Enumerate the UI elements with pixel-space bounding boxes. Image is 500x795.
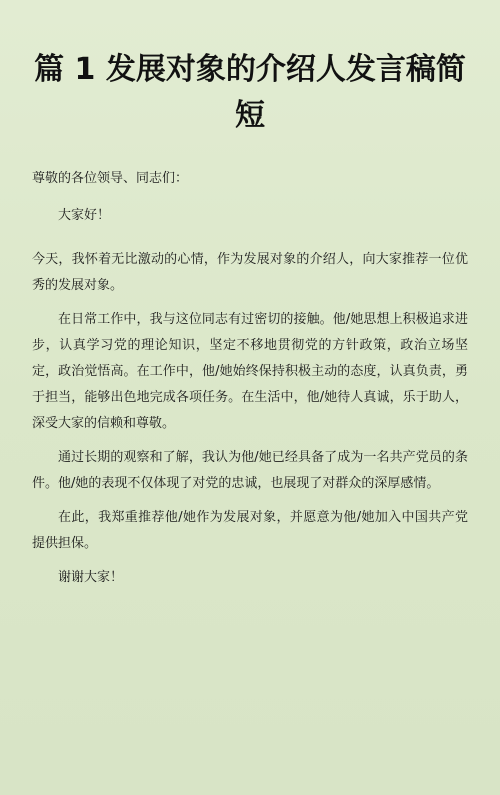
- salutation: 尊敬的各位领导、同志们：: [32, 171, 189, 186]
- greeting: 大家好！: [58, 208, 111, 223]
- document-title: 篇 1 发展对象的介绍人发言稿简短: [34, 52, 466, 133]
- paragraph-recommendation: 在此，我郑重推荐他/她作为发展对象，并愿意为他/她加入中国共产党提供担保。: [32, 510, 468, 551]
- closing: 谢谢大家！: [58, 570, 124, 585]
- paragraph-intro: 今天，我怀着无比激动的心情，作为发展对象的介绍人，向大家推荐一位优秀的发展对象。: [32, 252, 468, 293]
- paragraph-observation: 通过长期的观察和了解，我认为他/她已经具备了成为一名共产党员的条件。他/她的表现不仅体现了对党的忠诚，也展现了对群众的深厚感情。: [32, 450, 468, 491]
- paragraph-work: 在日常工作中，我与这位同志有过密切的接触。他/她思想上积极追求进步，认真学习党的理论知识，坚定不移地贯彻党的方针政策，政治立场坚定，政治觉悟高。在工作中，他/她始终保持积极主动的态度，认真负责，勇于担当，能够出色地完成各项任务。在生活中，他/她待人真诚，乐于助人，深受大家的信赖和尊敬。: [32, 312, 468, 431]
